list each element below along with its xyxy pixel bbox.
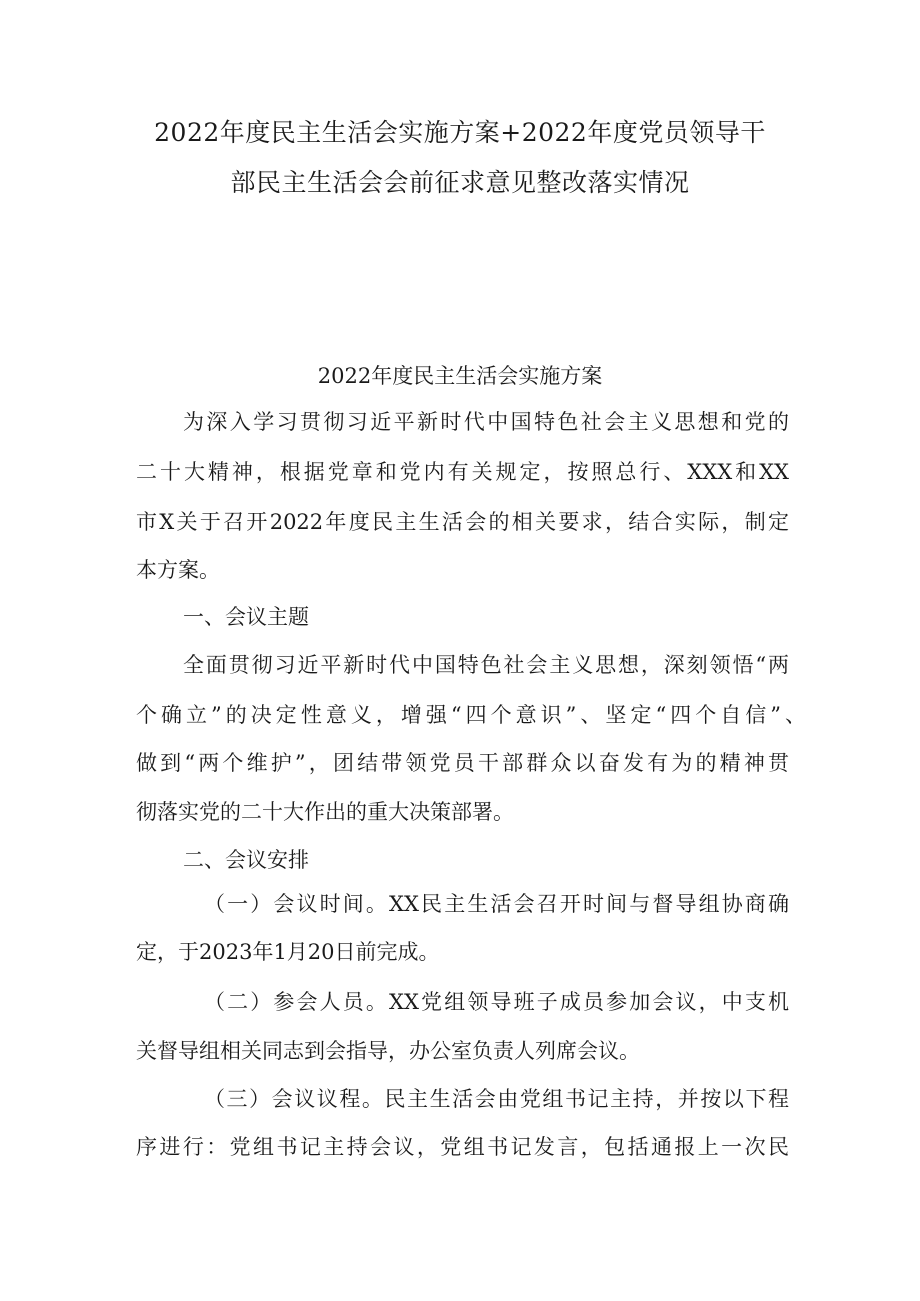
paragraph-line: 二十大精神，根据党章和党内有关规定，按照总行、XXX和XX <box>136 460 789 484</box>
paragraph-line: （三）会议议程。民主生活会由党组书记主持，并按以下程 <box>204 1087 789 1111</box>
paragraph-line: （一）会议时间。XX民主生活会召开时间与督导组协商确 <box>204 892 789 916</box>
document-title-line-1: 2022年度民主生活会实施方案+2022年度党员领导干 <box>154 118 766 147</box>
paragraph-line: 序进行：党组书记主持会议，党组书记发言，包括通报上一次民 <box>136 1135 789 1159</box>
section-heading: 一、会议主题 <box>183 605 309 629</box>
paragraph-line: 定，于2023年1月20日前完成。 <box>136 940 440 964</box>
section-title: 2022年度民主生活会实施方案 <box>317 364 603 388</box>
paragraph-line: 全面贯彻习近平新时代中国特色社会主义思想，深刻领悟“两 <box>183 653 789 677</box>
paragraph-line: 个确立”的决定性意义，增强“四个意识”、坚定“四个自信”、 <box>136 703 806 727</box>
document-title-line-2: 部民主生活会会前征求意见整改落实情况 <box>230 168 690 197</box>
paragraph-line: 关督导组相关同志到会指导，办公室负责人列席会议。 <box>136 1039 640 1063</box>
paragraph-line: 本方案。 <box>136 558 220 582</box>
paragraph-line: 彻落实党的二十大作出的重大决策部署。 <box>136 800 514 824</box>
section-heading: 二、会议安排 <box>183 848 309 872</box>
paragraph-line: 做到“两个维护”，团结带领党员干部群众以奋发有为的精神贯 <box>136 751 789 775</box>
paragraph-line: 为深入学习贯彻习近平新时代中国特色社会主义思想和党的 <box>183 410 789 434</box>
paragraph-line: 市X关于召开2022年度民主生活会的相关要求，结合实际，制定 <box>136 510 789 534</box>
paragraph-line: （二）参会人员。XX党组领导班子成员参加会议，中支机 <box>204 990 789 1014</box>
